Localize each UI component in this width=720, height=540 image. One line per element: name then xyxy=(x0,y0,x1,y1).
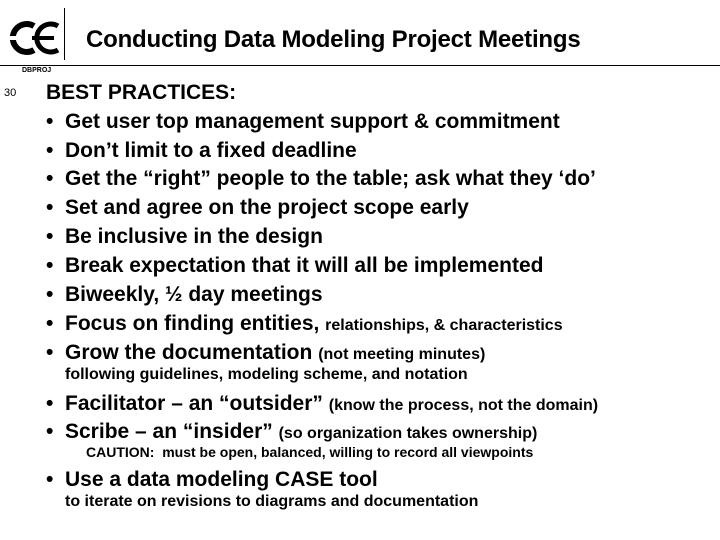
page-number: 30 xyxy=(4,87,17,99)
bullet-icon: • xyxy=(46,167,54,190)
bullet-icon: • xyxy=(46,254,54,277)
header-divider-vertical xyxy=(64,8,65,60)
bullet-item: • Grow the documentation (not meeting minutes) xyxy=(46,341,486,364)
ce-logo-icon xyxy=(4,18,62,58)
bullet-icon: • xyxy=(46,341,54,364)
bullet-item: • Set and agree on the project scope early xyxy=(46,196,469,219)
bullet-icon: • xyxy=(46,110,54,133)
bullet-item: • Facilitator – an “outsider” (know the process, not the domain) xyxy=(46,392,599,415)
bullet-icon: • xyxy=(46,312,54,335)
bullet-icon: • xyxy=(46,468,54,491)
bullet-item: • Be inclusive in the design xyxy=(46,225,323,248)
bullet-item: • Biweekly, ½ day meetings xyxy=(46,283,323,306)
slide-title: Conducting Data Modeling Project Meetings xyxy=(86,26,581,53)
bullet-icon: • xyxy=(46,225,54,248)
bullet-item: • Use a data modeling CASE tool xyxy=(46,468,378,491)
course-code: DBPROJ xyxy=(22,67,52,74)
bullet-item: • Break expectation that it will all be implemented xyxy=(46,254,544,277)
header-divider-horizontal xyxy=(0,65,720,66)
bullet-icon: • xyxy=(46,283,54,306)
bullet-item: • Scribe – an “insider” (so organization takes ownership) xyxy=(46,420,538,443)
bullet-item: • Don’t limit to a fixed deadline xyxy=(46,139,357,162)
section-heading: BEST PRACTICES: xyxy=(46,81,237,104)
bullet-item: • Focus on finding entities, relationships, & characteristics xyxy=(46,312,563,335)
bullet-subline: to iterate on revisions to diagrams and documentation xyxy=(65,493,479,510)
bullet-item: • Get the “right” people to the table; ask what they ‘do’ xyxy=(46,167,596,190)
bullet-subline: following guidelines, modeling scheme, and notation xyxy=(65,366,468,383)
caution-note: CAUTION: must be open, balanced, willing to record all viewpoints xyxy=(86,444,534,460)
bullet-icon: • xyxy=(46,420,54,443)
bullet-item: • Get user top management support & commitment xyxy=(46,110,560,133)
bullet-icon: • xyxy=(46,392,54,415)
bullet-icon: • xyxy=(46,196,54,219)
bullet-icon: • xyxy=(46,139,54,162)
